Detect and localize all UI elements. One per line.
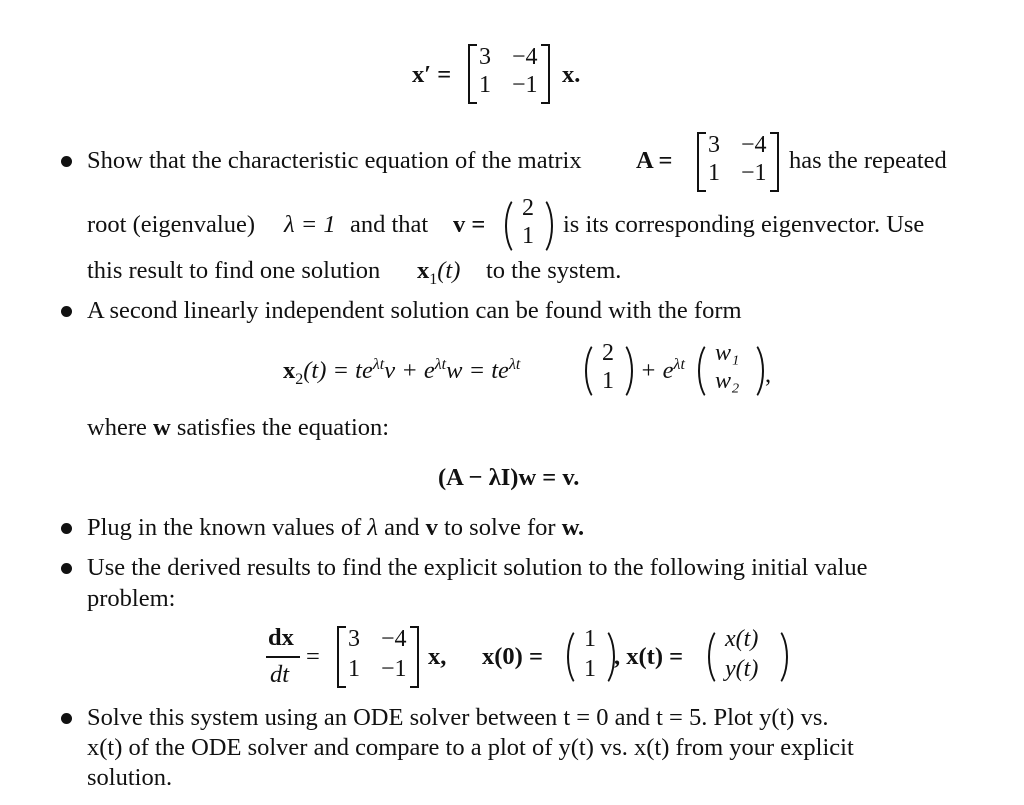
bullet4-frac-line	[266, 656, 300, 658]
bullet2-intro: A second linearly independent solution can be found with the form	[87, 297, 742, 324]
matrix-cell: −4	[381, 626, 407, 652]
bullet4-matrix	[337, 624, 419, 688]
bullet1-line1-tail: has the repeated	[789, 147, 947, 174]
eq-top-lhs: x′ =	[412, 61, 452, 88]
matrix-cell: −4	[512, 44, 538, 70]
matrix-cell: 3	[348, 626, 360, 652]
bullet1-line2-b: and that	[350, 211, 429, 238]
bullet-dot	[61, 563, 72, 574]
bullet-dot	[61, 713, 72, 724]
bullet3-w: w.	[561, 514, 585, 541]
bullet2-eq-exp2: λt	[434, 355, 447, 373]
vector-cell: 1	[522, 223, 534, 249]
bullet1-eigenvalue: λ = 1	[284, 211, 336, 238]
bullet4-x-comma: x,	[428, 643, 447, 670]
vector-cell: w₂	[715, 368, 740, 394]
bullet4-line2: problem:	[87, 585, 176, 612]
bullet1-solution-sub: 1	[429, 270, 438, 288]
bullet5-line3: solution.	[87, 764, 173, 791]
bullet-dot	[61, 156, 72, 167]
bullet2-eq-mid1: v + e	[384, 357, 435, 384]
bullet5-line1: Solve this system using an ODE solver between t = 0 and t = 5. Plot y(t) vs.	[87, 704, 829, 731]
bullet3-line	[87, 513, 584, 543]
bullet2-eq2: (A − λI)w = v.	[438, 464, 580, 491]
vector-cell: 1	[584, 626, 596, 652]
matrix-cell: 3	[479, 44, 491, 70]
bullet4-state-vector	[708, 624, 788, 688]
bullet4-eq: =	[306, 643, 320, 670]
bullet1-solution-x: x	[417, 257, 430, 284]
bullet1-v-label: v =	[453, 211, 486, 238]
bullet3-c: to solve for	[444, 514, 556, 541]
bullet2-where-b: satisfies the equation:	[176, 414, 390, 441]
bullet2-eq-exp1: λt	[372, 355, 385, 373]
bullet1-matrix	[697, 130, 779, 192]
bullet2-eq-comma: ,	[765, 361, 772, 388]
bullet2-eq-lhs	[283, 356, 520, 386]
matrix-cell: 1	[479, 72, 491, 98]
bullet5-line2: x(t) of the ODE solver and compare to a plot of y(t) vs. x(t) from your explicit	[87, 734, 854, 761]
bullet3-v: v	[425, 514, 438, 541]
matrix-cell: 1	[348, 656, 360, 682]
bullet1-line2-a: root (eigenvalue)	[87, 211, 256, 238]
bullet4-x0: x(0) =	[482, 643, 543, 670]
bullet4-initial-vector	[567, 624, 615, 688]
bullet2-eq-exp3: λt	[508, 355, 521, 373]
bullet-dot	[61, 523, 72, 534]
vector-cell: w₁	[715, 340, 740, 366]
vector-cell: 1	[602, 368, 614, 394]
eq-top-rhs: x.	[562, 61, 581, 88]
bullet1-eigenvector	[505, 193, 553, 257]
bullet2-where-a: where	[87, 414, 147, 441]
bullet2-eq-mid2: w = te	[446, 357, 509, 384]
matrix-cell: −1	[381, 656, 407, 682]
vector-cell: 1	[584, 656, 596, 682]
bullet-dot	[61, 306, 72, 317]
matrix-cell: −1	[741, 160, 767, 186]
vector-cell: x(t)	[725, 626, 759, 652]
bullet2-eq-exp4: λt	[673, 355, 685, 373]
matrix-cell: 1	[708, 160, 720, 186]
bullet2-where-w: w	[152, 414, 171, 441]
bullet1-solution	[417, 256, 460, 286]
eq-top-matrix	[468, 42, 550, 104]
matrix-cell: −4	[741, 132, 767, 158]
bullet2-eq-plus-text: + e	[640, 357, 674, 384]
bullet2-eq-plus	[640, 356, 685, 386]
bullet1-line1-text: Show that the characteristic equation of the matrix	[87, 147, 582, 174]
bullet3-lambda: λ	[367, 514, 378, 541]
bullet4-xt: , x(t) =	[614, 643, 684, 670]
bullet3-b: and	[384, 514, 420, 541]
vector-cell: 2	[522, 195, 534, 221]
bullet1-line3-b: to the system.	[486, 257, 622, 284]
vector-cell: 2	[602, 340, 614, 366]
bullet1-matrix-label: A =	[636, 147, 673, 174]
bullet2-eq-sub: 2	[295, 370, 304, 388]
bullet1-line3-a: this result to find one solution	[87, 257, 381, 284]
bullet2-vector-w	[698, 338, 764, 402]
bullet3-a: Plug in the known values of	[87, 514, 362, 541]
bullet4-frac-den: dt	[270, 661, 290, 688]
vector-cell: y(t)	[725, 656, 759, 682]
bullet2-where	[87, 413, 389, 443]
bullet4-frac-num: dx	[268, 624, 294, 651]
bullet1-line2-c: is its corresponding eigenvector. Use	[563, 211, 925, 238]
matrix-cell: −1	[512, 72, 538, 98]
matrix-cell: 3	[708, 132, 720, 158]
bullet2-eq-t: (t) = te	[303, 357, 373, 384]
bullet1-solution-t: (t)	[437, 257, 461, 284]
bullet2-vector-v	[585, 338, 633, 402]
bullet2-eq-x: x	[283, 357, 296, 384]
bullet4-line1: Use the derived results to find the explicit solution to the following initial value	[87, 554, 868, 581]
